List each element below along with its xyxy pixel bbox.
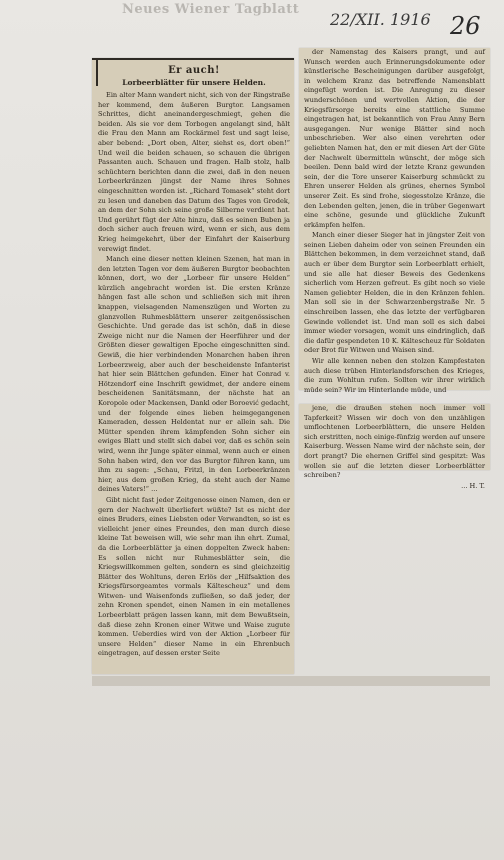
signature: ... H. T. [461, 481, 485, 490]
handwritten-page-number: 26 [450, 12, 481, 40]
handwritten-date: 22/XII. 1916 [330, 10, 431, 29]
clipping-border-left [96, 60, 98, 86]
article-headline: Er auch! [168, 65, 220, 76]
masthead: Neues Wiener Tagblatt [122, 2, 300, 17]
clipping-continuation [299, 404, 490, 490]
clipping-right-column [299, 48, 490, 394]
article-subtitle: Lorbeerblätter für unsere Helden. [122, 78, 266, 87]
paragraph: der Namenstag des Kaisers prangt, und auf Wunsch werden auch Erinnerungsdokumente oder künstlerische Bescheinigungen darüber ausgefolgt, in welchem Kranz das betreffende Namensblatt eingefügt worden ist. Die Anregung zu dieser wunderschönen und wertvollen Aktion, die der Kriegsfürsorge bereits eine stattliche Summe eingetragen hat, ist bekanntlich von Frau Anny Bern ausgegangen. Nur wenige Blätter sind noch unbeschrieben. Wer also einen verehrten oder geliebten Namen hat, den er mit diesen Art der Güte der Nachwelt übermitteln wünscht, der möge sich beeilen. Denn bald wird der letzte Kranz gewunden sein, der die Tore unserer Kaiserburg schmückt zu Ehren unserer Helden als grünes, ehernes Symbol unserer Zeit. Es sind frohe, siegesstolze Kränze, die den Lebenden gelten, jenen, die in trüber Gegenwart eine schöne, gesunde und glückliche Zukunft erkämpfen helfen. [304, 48, 485, 229]
paragraph: Gibt nicht fast jeder Zeitgenosse einen Namen, den er gern der Nachwelt überliefert wüßte? Ist es nicht der eines Bruders, eines Liebsten oder Verwandten, so ist es vielleicht jener eines Freundes, den man durch diese kleine Tat beweisen will, wie sehr man ihn ehrt. Zumal, da die Lorbeerblätter ja einen doppelten Zweck haben: Es sollen nicht nur Ruhmesblätter sein, die Kriegswillkommen gelten, sondern es sind gleichzeitig Blätter des Wohltuns, deren Erlös der „Hilfsaktion des Kriegsfürsorgeamtes vormals Kältescheuz“ und dem Witwen- und Waisenfonds zufließen, so daß jeder, der zehn Kronen spendet, einen Namen in ein metallenes Lorbeerblatt prägen lassen kann, mit dem Bewußtsein, daß diese zehn Kronen einer Witwe und Waise zugute kommen. Ueberdies wird von der Aktion „Lorbeer für unsere Helden“ dieser Name in ein Ehrenbuch eingetragen, auf dessen erster Seite [98, 495, 290, 658]
paper-fold-strip [92, 676, 490, 686]
paragraph: Ein alter Mann wandert nicht, sich von der Ringstraße her kommend, dem äußeren Burgtor. Langsamen Schrittes, dicht aneinandergeschmiegt, gehen die beiden. Als sie vor dem Torbogen angelangt sind, hält die Frau den Mann am Rockärmel fest und sagt leise, aber bebend: „Dort oben, Alter, siehst es, dort oben!“ Und weil die beiden schauen, so schauen die übrigen Passanten auch. Schauen und fragen. Halb stolz, halb schüchtern berichten dann die zwei, daß in den neuen Lorbeerkränzen jüngst der Name ihres Sohnes eingeschnitten worden ist. „Richard Tomasek“ steht dort zu lesen und daneben das Datum des Tages von Grodek, an dem der Sohn sich seine große Silberne verdient hat. Und gerührt fügt der Alte hinzu, daß es seinen Buben ja doch sicher auch freuen wird, wenn er sich, aus dem Krieg heimgekehrt, über der Einfahrt der Kaiserburg verewigt findet. [98, 91, 290, 253]
paragraph: Manch einer dieser Sieger hat in jüngster Zeit von seinen Lieben daheim oder von seinen Freunden ein Blättchen bekommen, in dem verzeichnet stand, daß auch er über dem Burgtor sein Lorbeerblatt erhielt, und sie alle hat dieser Beweis des Gedenkens sicherlich vom Herzen gefreut. Es gibt noch so viele Namen geliebter Helden, die in den Kränzen fehlen. Man soll sie in der Schwarzenbergstraße Nr. 5 einschreiben lassen, ehe das letzte der verfügbaren Gewinde vollendet ist. Und man soll es sich dabei immer wieder vorsagen, womit uns eindringlich, daß die dafür gespendeten 10 K. Kältescheuz für Soldaten oder Brot für Witwen und Waisen sind. [304, 231, 485, 355]
paragraph: jene, die draußen stehen noch immer voll Tapferkeit? Wissen wir doch von den unzähligen umflochtenen Lorbeerblättern, die unsere Helden sich erstritten, noch einige-fünfzig werden auf unsere Kaiserburg. Wessen Name wird der nächste sein, der dort prangt? Die ehernen Griffel sind gespitzt: Was wollen sie auf die letzten dieser Lorbeerblätter schreiben? [304, 404, 485, 480]
clipping-border-top [92, 58, 294, 60]
paragraph: Wir alle kennen neben den stolzen Kampfestaten auch diese trüben Hinterlandsforschen des Krieges, die zum Wohltun rufen. Sollten wir ihrer wirklich müde sein? Wir im Hinterlande müde, und [304, 357, 485, 394]
clipping-left-column [92, 58, 294, 674]
paragraph: Manch eine dieser netten kleinen Szenen, hat man in den letzten Tagen vor dem äußeren Burgtor beobachten können, dort, wo der „Lorbeer für unsere Helden“ kürzlich angebracht worden ist. Die ersten Kränze hängen fast alle schon und schließen sich mit ihren knappen, vielsagenden Namenszügen und Worten zu glanzvollen Ruhmesblättern unserer zeitgenössischen Geschichte. Und gerade das ist schön, daß in diese Zweige nicht nur die Namen der Heerführer und der Größten dieser gewaltigen Epoche eingeschnitten sind. Gewiß, die hier verbindenden Monarchen haben ihren Lorbeerzweig, aber auch der bescheidenste Infanterist hat hier sein Blättchen gefunden. Einer hat Conrad v. Hötzendorf eine Inschrift gewidmet, der andere einem bescheidenen Sanitätsmann, der nächste hat an Koropole oder Mackensen, Dankl oder Boroević gedacht, und der folgende eines lieben heimgegangenen Kameraden, dessen Heldentat nur er allein sah. Die Mütter spenden ihrem kämpfenden Sohn sicher ein ewiges Blatt und stellt sich dabei vor, daß es schön sein wird, wenn ihr Junge später einmal, wenn auch er einen Sohn haben wird, den vor das Burgtor führen kann, um ihm zu sagen: „Schau, Fritzl, in den Lorbeerkränzen hier, aus dem großen Krieg, da steht auch der Name deines Vaters!“ ... [98, 255, 290, 494]
